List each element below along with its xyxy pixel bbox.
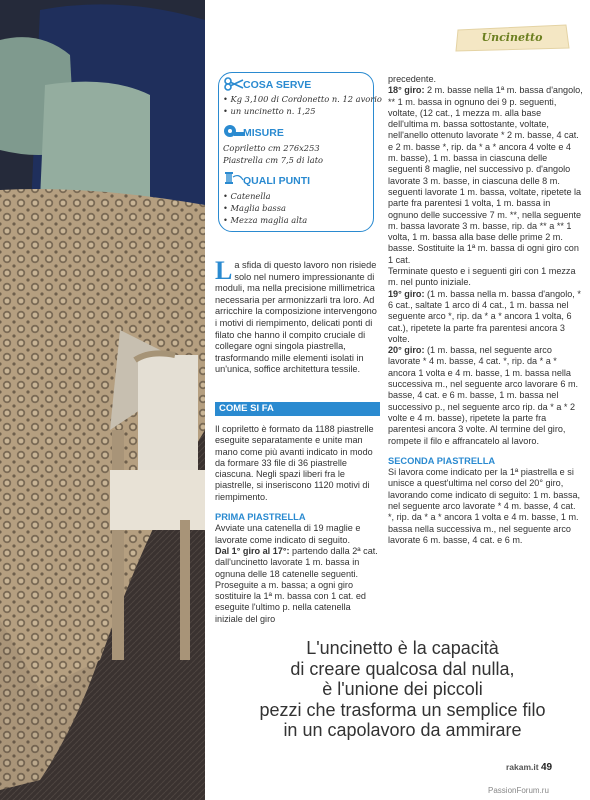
intro-text: a sfida di questo lavoro non risiede solo nel numero impressionante di moduli, ma nella precisione millimetrica necessaria per armonizzarli tra loro. Ad arricchire la composizione intervengono i motivi di riempimento, delicati ponti di filato che hanno il compito cruciale di collegare ogni singola piastrella, trasformando mille elementi isolati in un'unica, soffice architettura tessile. bbox=[215, 260, 377, 375]
quote-line-5: in un capolavoro da ammirare bbox=[283, 720, 522, 740]
terminate-text: Terminate questo e i seguenti giri con 1 mezza m. nel punto iniziale. bbox=[388, 266, 576, 288]
giro-20-text: (1 m. bassa, nel seguente arco lavorate * 4 m. basse, 4 cat. *, rip. da * a * ancora 1 volta e 4 m. basse, 1 m. bassa nella successiva m., nel seguente arco lavorare 6 m. basse, 4 cat. e 6 m. basse, 1 m. bassa nel successivo p., nel seguente arco rip. da * a * 2 volte e 4 m. basse), ripetete la parte fra parentesi ancora 3 volte. Al termine del giro, rompete il filo e affrancatelo al lavoro. bbox=[388, 345, 579, 446]
precedente-text: precedente. bbox=[388, 74, 437, 84]
section-tag-label: Uncinetto bbox=[481, 31, 543, 44]
quote-line-1: L'uncinetto è la capacità bbox=[306, 638, 499, 658]
cosa-serve-item-1: • Kg 3,100 di Cordonetto n. 12 avorio bbox=[223, 94, 382, 104]
quote-line-2: di creare qualcosa dal nulla, bbox=[290, 658, 515, 679]
prima-piastrella-text: Avviate una catenella di 19 maglie e lavorate come indicato di seguito. bbox=[215, 523, 361, 545]
watermark: PassionForum.ru bbox=[488, 786, 549, 795]
tape-measure-icon bbox=[223, 124, 245, 138]
thread-spool-icon bbox=[223, 171, 245, 185]
giro-20-label: 20° giro: bbox=[388, 345, 425, 356]
giro-18-label: 18° giro: bbox=[388, 85, 425, 96]
page-number: 49 bbox=[540, 762, 553, 773]
quote-line-3: è l'unione dei piccoli bbox=[322, 679, 483, 699]
quote-line-4: pezzi che trasforma un semplice filo bbox=[259, 699, 546, 720]
seconda-piastrella-heading: SECONDA PIASTRELLA bbox=[388, 455, 496, 466]
giro-1-17-label: Dal 1° giro al 17°: bbox=[215, 545, 290, 556]
right-column bbox=[388, 74, 583, 546]
pull-quote bbox=[230, 638, 575, 741]
bedspread-photo bbox=[0, 0, 205, 800]
come-si-fa-text: Il copriletto è formato da 1188 piastrelle eseguite separatamente e unite man mano come più avanti indicato in modo da formare 33 file di 36 piastrelle ciascuna. Negli spazi liberi fra le piastrelle, si inseriscono 1120 motivi di riempimento. bbox=[215, 424, 374, 502]
giro-18-text: 2 m. basse nella 1ª m. bassa d'angolo, ** 1 m. bassa in ognuno dei 9 p. seguenti, voltate, (12 cat., 1 mezza m. alla base dell'ultima m. bassa sottostante, voltate, nell'anello ottenuto lavorate * 2 m. basse, 4 cat. e 2 m. basse *, rip. da * a * ancora 4 volte e 4 m. basse), 1 m. bassa in ciascuna delle seguenti 8 maglie, nel successivo p. d'angolo lavorate 3 m. basse, in ciascuna delle 8 m. seguenti lavorate 1 m. bassa, voltate, ripetete la parte fra parentesi 1 volta, 1 m. bassa in ognuno delle successive 7 m. **, nella seguente m. bassa lavorate 3 m. basse, rip. da ** a ** 1 volta, 1 m. bassa alla base delle prime 2 m. basse. Sostituite la 1ª m. bassa di ogni giro con 1 cat. bbox=[388, 85, 583, 265]
materials-box bbox=[218, 72, 382, 232]
misure-item-2: Piastrella cm 7,5 di lato bbox=[223, 155, 324, 165]
come-si-fa-heading: COME SI FA bbox=[219, 403, 274, 414]
section-tag bbox=[452, 22, 572, 54]
misure-heading: MISURE bbox=[243, 127, 284, 139]
prima-piastrella-heading: PRIMA PIASTRELLA bbox=[215, 512, 306, 523]
page-folio bbox=[506, 762, 552, 773]
punti-item-2: • Maglia bassa bbox=[223, 203, 286, 213]
giro-19-label: 19° giro: bbox=[388, 288, 425, 299]
cosa-serve-item-2: • un uncinetto n. 1,25 bbox=[223, 106, 316, 116]
scissors-icon bbox=[223, 77, 245, 91]
drop-cap: L bbox=[215, 256, 233, 285]
quali-punti-heading: QUALI PUNTI bbox=[243, 175, 311, 187]
come-si-fa-bar bbox=[215, 402, 380, 416]
punti-item-1: • Catenella bbox=[223, 191, 271, 201]
misure-item-1: Copriletto cm 276x253 bbox=[223, 143, 320, 153]
seconda-piastrella-text: Si lavora come indicato per la 1ª piastrella e si unisce a quest'ultima nel corso del 20° giro, lavorando come indicato di seguito: 1 m. bassa, nel seguente arco lavorate * 4 m. basse, 4 cat. *, rip. da * a * ancora 1 volta e 4 m. basse, 1 m. bassa nella successiva m., nel seguente arco lavorate 6 m. basse, 4 cat. e 6 m. bbox=[388, 467, 581, 545]
giro-1-17-text: partendo dalla 2ª cat. dall'uncinetto lavorate 1 m. bassa in ognuna delle 18 catenelle seguenti. Proseguite a m. bassa; a ogni giro sostituire la 1ª m. bassa con 1 cat. ed eseguite l'ultimo p. nella catenella iniziale del giro bbox=[215, 545, 378, 624]
cosa-serve-heading: COSA SERVE bbox=[243, 79, 312, 91]
punti-item-3: • Mezza maglia alta bbox=[223, 215, 308, 225]
giro-19-text: (1 m. bassa nella m. bassa d'angolo, * 6 cat., saltate 1 arco di 4 cat., 1 m. bassa nel seguente arco *, rip. da * a * ancora 1 volta, 6 cat.), ripetete la parte fra parentesi ancora 3 volte. bbox=[388, 288, 581, 344]
left-column bbox=[215, 424, 380, 625]
intro-paragraph bbox=[215, 256, 380, 376]
folio-site: rakam.it bbox=[506, 762, 539, 772]
